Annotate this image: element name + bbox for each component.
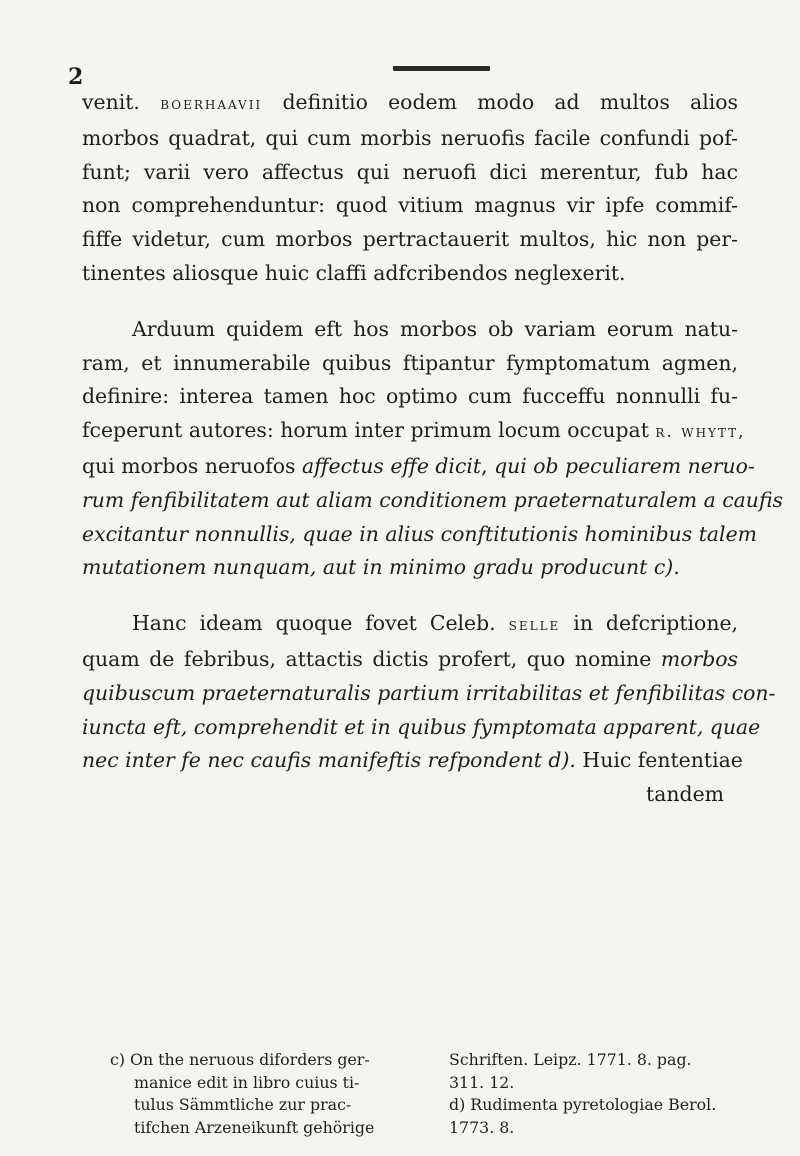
header-rule (393, 66, 490, 71)
footnote-column-right (449, 1049, 749, 1139)
paragraph-gap (82, 291, 738, 313)
footnote-c-line: 311. 12. (449, 1072, 515, 1092)
text-line: tinentes aliosque huic claffi adfcribendos neglexerit. (82, 260, 626, 285)
text-line: iuncta eft, comprehendit et in quibus fymptomata apparent, quae (82, 714, 761, 739)
footnote-c-line: manice edit in libro cuius ti- (134, 1072, 360, 1092)
footnote-ref-d: d). (548, 748, 576, 773)
author-name-selle: selle (508, 615, 561, 636)
text-line: quam de febribus, attactis dictis profert, quo nomine morbos (82, 646, 739, 671)
footnote-d-line: 1773. 8. (449, 1117, 515, 1137)
text-line: definire: interea tamen hoc optimo cum fucceffu nonnulli fu- (82, 384, 738, 409)
text-line: excitantur nonnullis, quae in alius conftitutionis hominibus talem (82, 521, 757, 546)
text-line: ram, et innumerabile quibus ftipantur fymptomatum agmen, (82, 350, 738, 375)
text-line: quibuscum praeternaturalis partium irritabilitas et fenfibilitas con- (82, 680, 776, 705)
text-line: morbos quadrat, qui cum morbis neruofis facile confundi pof- (82, 125, 738, 150)
author-name-boerhaave: boerhaavii (160, 94, 263, 114)
footnote-column-left (110, 1049, 430, 1139)
text-line: nec inter fe nec caufis manifeftis refpondent d). Huic fententiae (82, 748, 743, 773)
text-line: fiffe videtur, cum morbos pertractauerit multos, hic non per- (82, 227, 738, 252)
author-name-whytt: r. whytt, (655, 422, 746, 443)
text-line: non comprehenduntur: quod vitium magnus vir ipfe commif- (82, 193, 738, 218)
catchword: tandem (646, 782, 724, 807)
footnote-c-line: tifchen Arzeneikunft gehörige (134, 1117, 375, 1137)
footnote-c-line: tulus Sämmtliche zur prac- (134, 1095, 352, 1115)
text-line: mutationem nunquam, aut in minimo gradu producunt c). (82, 555, 680, 580)
text-line: Hanc ideam quoque fovet Celeb. selle in defcriptione, (132, 611, 739, 636)
text-line: funt; varii vero affectus qui neruofi dici merentur, fub hac (82, 159, 738, 184)
footnote-c-line: c) On the neruous diforders ger- (110, 1050, 370, 1069)
footnote-d-line: d) Rudimenta pyretologiae Berol. (449, 1095, 717, 1115)
main-text (82, 86, 784, 812)
text-line: rum fenfibilitatem aut aliam conditionem praeternaturalem a caufis (82, 487, 784, 512)
page-number: 2 (68, 64, 84, 90)
footnote-ref-c: c). (653, 555, 680, 580)
text-line: fceperunt autores: horum inter primum locum occupat r. whytt, (82, 418, 746, 443)
text-line: venit. boerhaavii definitio eodem modo ad multos alios (82, 90, 738, 114)
text-line: Arduum quidem eft hos morbos ob variam eorum natu- (132, 316, 738, 341)
text-line: qui morbos neruofos affectus effe dicit, qui ob peculiarem neruo- (82, 453, 755, 478)
paragraph-gap (82, 585, 738, 607)
footnote-c-line: Schriften. Leipz. 1771. 8. pag. (449, 1050, 692, 1069)
